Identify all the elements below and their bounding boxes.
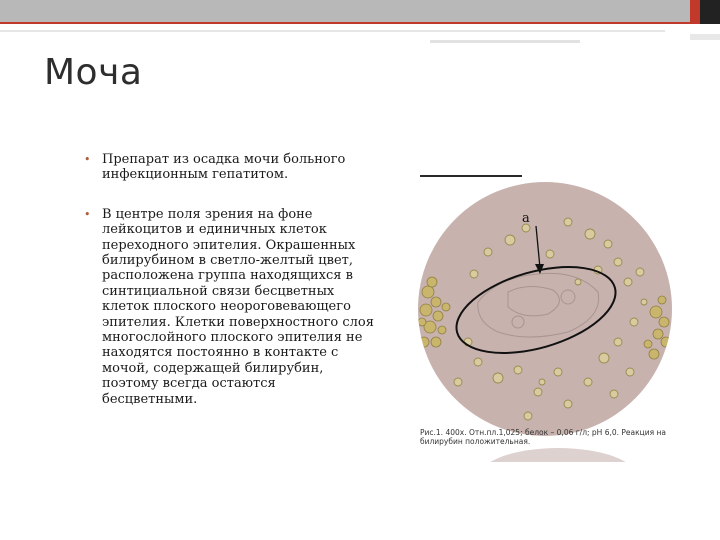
top-decorative-band: [0, 0, 720, 24]
gray-stripe: [0, 0, 690, 22]
bullet-item: [84, 152, 374, 183]
bullet-icon: •: [84, 153, 91, 166]
microscope-field: [418, 182, 672, 436]
figure-caption: Рис.1. 400х. Отн.пл.1,025; белок – 0,06 г/л; pH 6,0. Реакция на билирубин положительная.: [420, 428, 667, 446]
bullet-icon: •: [84, 207, 91, 221]
decorative-arc: [478, 448, 638, 462]
bullet-item: [84, 207, 374, 407]
bullet-text: В центре поля зрения на фоне лейкоцитов и единичных клеток переходного эпителия. Окрашенных билирубином в светло-желтый цвет, расположена группа находящихся в синтициальной связи бесцветных клеток плоского неороговевающего эпителия. Клетки поверхностного слоя многослойного плоского эпителия не находятся постоянно в контакте с мочой, содержащей билирубин, поэтому всегда остаются бесцветными.: [102, 206, 374, 407]
thin-line: [690, 34, 720, 40]
thin-line: [430, 40, 580, 43]
bullet-list: [84, 152, 374, 431]
micrograph-image: [418, 182, 672, 436]
figure-reference-line: [420, 175, 522, 177]
bullet-text: Препарат из осадка мочи больного инфекционным гепатитом.: [102, 152, 346, 183]
thin-line: [0, 30, 665, 32]
figure-label: a: [522, 211, 530, 226]
dark-stripe: [700, 0, 720, 24]
slide-title: Моча: [44, 52, 143, 93]
decorative-lines: [0, 24, 720, 48]
